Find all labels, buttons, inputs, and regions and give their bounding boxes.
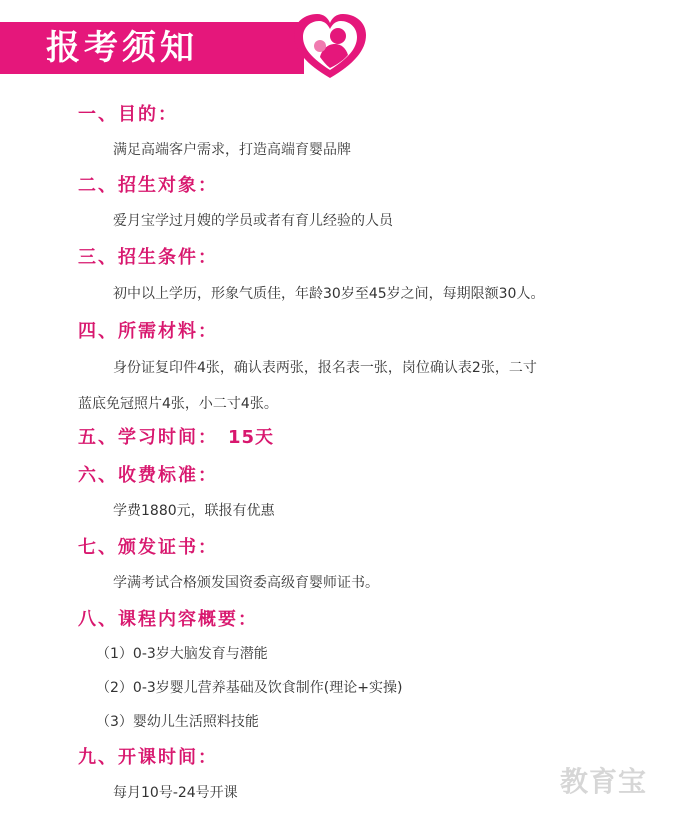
materials-heading: 四、所需材料： bbox=[78, 321, 218, 342]
targets-text: 爱月宝学过月嫂的学员或者有育儿经验的人员 bbox=[113, 213, 393, 229]
duration-heading bbox=[78, 427, 274, 449]
fees-heading: 六、收费标准： bbox=[78, 465, 218, 486]
duration-value: 15天 bbox=[228, 427, 275, 448]
schedule-heading: 九、开课时间： bbox=[78, 747, 218, 768]
conditions-text: 初中以上学历，形象气质佳，年龄30岁至45岁之间，每期限额30人。 bbox=[113, 286, 545, 302]
purpose-heading: 一、目的： bbox=[78, 104, 178, 125]
course-item: （3）婴幼儿生活照料技能 bbox=[96, 714, 259, 730]
mother-baby-heart-icon bbox=[290, 8, 370, 88]
watermark: 教育宝 bbox=[560, 765, 648, 798]
conditions-heading: 三、招生条件： bbox=[78, 247, 218, 268]
materials-text-line1: 身份证复印件4张，确认表两张，报名表一张，岗位确认表2张，二寸 bbox=[113, 360, 537, 376]
course-item: （1）0-3岁大脑发育与潜能 bbox=[96, 646, 268, 662]
logo-graphic bbox=[290, 8, 370, 88]
page-title: 报考须知 bbox=[46, 28, 198, 68]
course-item: （2）0-3岁婴儿营养基础及饮食制作(理论+实操) bbox=[96, 680, 403, 696]
fees-text: 学费1880元，联报有优惠 bbox=[113, 503, 275, 519]
courses-heading: 八、课程内容概要： bbox=[78, 609, 258, 630]
certificate-text: 学满考试合格颁发国资委高级育婴师证书。 bbox=[113, 575, 379, 591]
materials-text-line2: 蓝底免冠照片4张，小二寸4张。 bbox=[78, 396, 278, 412]
duration-label: 五、学习时间： bbox=[78, 427, 218, 448]
certificate-heading: 七、颁发证书： bbox=[78, 537, 218, 558]
targets-heading: 二、招生对象： bbox=[78, 175, 218, 196]
purpose-text: 满足高端客户需求，打造高端育婴品牌 bbox=[113, 142, 351, 158]
schedule-text: 每月10号-24号开课 bbox=[113, 785, 238, 801]
title-banner bbox=[0, 22, 304, 74]
